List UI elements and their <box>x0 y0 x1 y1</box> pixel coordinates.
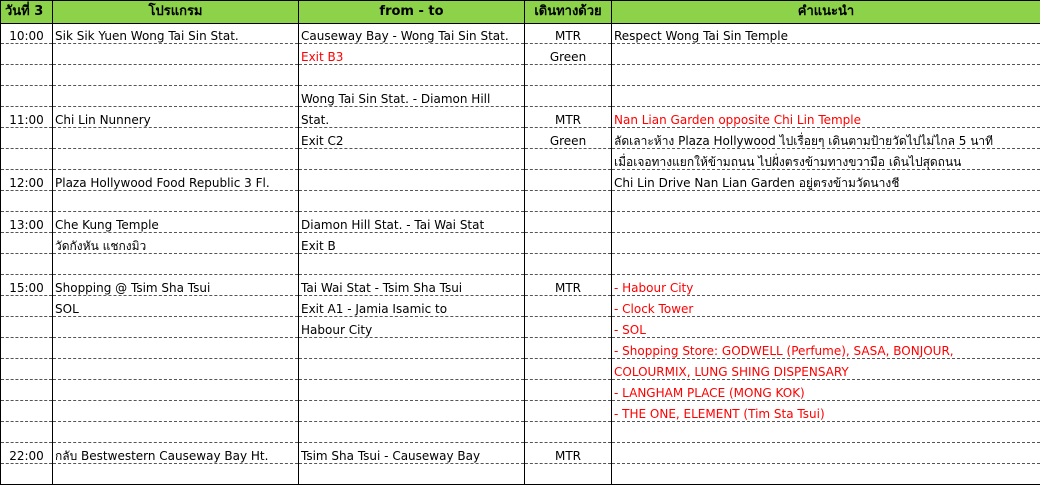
from-to-cell[interactable]: Wong Tai Sin Stat. - Diamon Hill <box>299 86 525 107</box>
from-to-cell[interactable]: Habour City <box>299 317 525 338</box>
from-to-cell[interactable] <box>299 170 525 191</box>
table-row <box>1 443 1040 464</box>
transport-cell[interactable] <box>525 338 612 359</box>
program-cell[interactable]: SOL <box>53 296 299 317</box>
time-cell[interactable] <box>1 254 53 275</box>
transport-cell[interactable] <box>525 149 612 170</box>
advice-cell[interactable]: Nan Lian Garden opposite Chi Lin Temple <box>612 107 1040 128</box>
advice-cell[interactable]: - THE ONE, ELEMENT (Tim Sta Tsui) <box>612 401 1040 422</box>
from-to-cell[interactable]: Causeway Bay - Wong Tai Sin Stat. <box>299 24 525 44</box>
program-cell[interactable] <box>53 65 299 86</box>
transport-cell[interactable] <box>525 464 612 485</box>
advice-cell[interactable]: Chi Lin Drive Nan Lian Garden อยู่ตรงข้ามวัดนางชี <box>612 170 1040 191</box>
program-cell[interactable]: Sik Sik Yuen Wong Tai Sin Stat. <box>53 24 299 44</box>
advice-cell[interactable] <box>612 86 1040 107</box>
time-cell[interactable] <box>1 338 53 359</box>
table-row <box>1 191 1040 212</box>
from-to-cell[interactable] <box>299 380 525 401</box>
table-row <box>1 338 1040 359</box>
transport-cell[interactable] <box>525 296 612 317</box>
from-to-cell[interactable] <box>299 401 525 422</box>
advice-cell[interactable]: - Shopping Store: GODWELL (Perfume), SASA, BONJOUR, <box>612 338 1040 359</box>
transport-cell[interactable]: MTR <box>525 107 612 128</box>
advice-cell[interactable]: - LANGHAM PLACE (MONG KOK) <box>612 380 1040 401</box>
transport-cell[interactable]: MTR <box>525 24 612 44</box>
from-to-cell[interactable] <box>299 65 525 86</box>
table-row <box>1 380 1040 401</box>
time-cell[interactable] <box>1 464 53 485</box>
table-row <box>1 401 1040 422</box>
header-transport[interactable]: เดินทางด้วย <box>525 1 612 24</box>
advice-cell[interactable] <box>612 422 1040 443</box>
program-cell[interactable] <box>53 254 299 275</box>
program-cell[interactable] <box>53 86 299 107</box>
transport-cell[interactable] <box>525 86 612 107</box>
header-from-to[interactable]: from - to <box>299 1 525 24</box>
from-to-cell[interactable] <box>299 254 525 275</box>
time-cell[interactable] <box>1 191 53 212</box>
transport-cell[interactable]: Green <box>525 128 612 149</box>
from-to-cell[interactable]: Exit B3 <box>299 44 525 65</box>
advice-cell[interactable]: - SOL <box>612 317 1040 338</box>
transport-cell[interactable] <box>525 380 612 401</box>
time-cell[interactable]: 15:00 <box>1 275 53 296</box>
table-row <box>1 359 1040 380</box>
time-cell[interactable] <box>1 86 53 107</box>
time-cell[interactable] <box>1 149 53 170</box>
header-day[interactable]: วันที่ 3 <box>1 1 53 24</box>
advice-cell[interactable] <box>612 212 1040 233</box>
advice-cell[interactable] <box>612 254 1040 275</box>
transport-cell[interactable] <box>525 212 612 233</box>
program-cell[interactable] <box>53 317 299 338</box>
transport-cell[interactable] <box>525 233 612 254</box>
transport-cell[interactable] <box>525 401 612 422</box>
time-cell[interactable]: 10:00 <box>1 24 53 44</box>
transport-cell[interactable] <box>525 65 612 86</box>
table-row <box>1 86 1040 107</box>
transport-cell[interactable] <box>525 191 612 212</box>
program-cell[interactable]: Che Kung Temple <box>53 212 299 233</box>
table-row <box>1 254 1040 275</box>
program-cell[interactable]: Chi Lin Nunnery <box>53 107 299 128</box>
table-row <box>1 170 1040 191</box>
header-row <box>1 1 1040 24</box>
advice-cell[interactable] <box>612 443 1040 464</box>
from-to-cell[interactable]: Exit B <box>299 233 525 254</box>
time-cell[interactable] <box>1 359 53 380</box>
time-cell[interactable] <box>1 401 53 422</box>
table-row <box>1 233 1040 254</box>
program-cell[interactable]: กลับ Bestwestern Causeway Bay Ht. <box>53 443 299 464</box>
program-cell[interactable] <box>53 359 299 380</box>
table-row <box>1 44 1040 65</box>
time-cell[interactable] <box>1 44 53 65</box>
from-to-cell[interactable] <box>299 464 525 485</box>
from-to-cell[interactable]: Diamon Hill Stat. - Tai Wai Stat <box>299 212 525 233</box>
table-row <box>1 128 1040 149</box>
transport-cell[interactable]: Green <box>525 44 612 65</box>
advice-cell[interactable] <box>612 191 1040 212</box>
advice-cell[interactable]: - Habour City <box>612 275 1040 296</box>
program-cell[interactable] <box>53 128 299 149</box>
program-cell[interactable] <box>53 380 299 401</box>
transport-cell[interactable]: MTR <box>525 443 612 464</box>
time-cell[interactable] <box>1 65 53 86</box>
advice-cell[interactable] <box>612 464 1040 485</box>
advice-cell[interactable] <box>612 233 1040 254</box>
from-to-cell[interactable] <box>299 149 525 170</box>
advice-cell[interactable] <box>612 44 1040 65</box>
time-cell[interactable] <box>1 128 53 149</box>
time-cell[interactable] <box>1 317 53 338</box>
program-cell[interactable] <box>53 44 299 65</box>
time-cell[interactable]: 22:00 <box>1 443 53 464</box>
table-row <box>1 317 1040 338</box>
table-row <box>1 149 1040 170</box>
time-cell[interactable] <box>1 233 53 254</box>
table-row <box>1 212 1040 233</box>
advice-cell[interactable]: - Clock Tower <box>612 296 1040 317</box>
from-to-cell[interactable]: Tsim Sha Tsui - Causeway Bay <box>299 443 525 464</box>
advice-cell[interactable]: Respect Wong Tai Sin Temple <box>612 24 1040 44</box>
program-cell[interactable] <box>53 422 299 443</box>
table-row <box>1 107 1040 128</box>
program-cell[interactable] <box>53 464 299 485</box>
program-cell[interactable]: Shopping @ Tsim Sha Tsui <box>53 275 299 296</box>
table-row <box>1 422 1040 443</box>
from-to-cell[interactable] <box>299 338 525 359</box>
table-row <box>1 65 1040 86</box>
program-cell[interactable]: Plaza Hollywood Food Republic 3 Fl. <box>53 170 299 191</box>
from-to-cell[interactable]: Exit A1 - Jamia Isamic to <box>299 296 525 317</box>
transport-cell[interactable] <box>525 359 612 380</box>
program-cell[interactable] <box>53 401 299 422</box>
from-to-cell[interactable]: Exit C2 <box>299 128 525 149</box>
time-cell[interactable] <box>1 296 53 317</box>
table-row <box>1 24 1040 44</box>
header-advice[interactable]: คำแนะนำ <box>612 1 1040 24</box>
time-cell[interactable] <box>1 422 53 443</box>
program-cell[interactable] <box>53 338 299 359</box>
advice-cell[interactable]: COLOURMIX, LUNG SHING DISPENSARY <box>612 359 1040 380</box>
program-cell[interactable]: วัดกังหัน แชกงมิว <box>53 233 299 254</box>
from-to-cell[interactable] <box>299 422 525 443</box>
transport-cell[interactable] <box>525 254 612 275</box>
transport-cell[interactable] <box>525 317 612 338</box>
program-cell[interactable] <box>53 149 299 170</box>
advice-cell[interactable] <box>612 65 1040 86</box>
time-cell[interactable]: 11:00 <box>1 107 53 128</box>
from-to-cell[interactable] <box>299 191 525 212</box>
advice-cell[interactable]: ลัดเลาะห้าง Plaza Hollywood ไปเรื่อยๆ เดินตามป้ายวัดไปไม่ไกล 5 นาที <box>612 128 1040 149</box>
program-cell[interactable] <box>53 191 299 212</box>
from-to-cell[interactable]: Stat. <box>299 107 525 128</box>
time-cell[interactable] <box>1 380 53 401</box>
time-cell[interactable]: 12:00 <box>1 170 53 191</box>
transport-cell[interactable] <box>525 170 612 191</box>
transport-cell[interactable]: MTR <box>525 275 612 296</box>
header-program[interactable]: โปรแกรม <box>53 1 299 24</box>
transport-cell[interactable] <box>525 422 612 443</box>
table-row <box>1 275 1040 296</box>
time-cell[interactable]: 13:00 <box>1 212 53 233</box>
from-to-cell[interactable]: Tai Wai Stat - Tsim Sha Tsui <box>299 275 525 296</box>
advice-cell[interactable]: เมื่อเจอทางแยกให้ข้ามถนน ไปฝั่งตรงข้ามทางขวามือ เดินไปสุดถนน <box>612 149 1040 170</box>
table-row <box>1 464 1040 485</box>
from-to-cell[interactable] <box>299 359 525 380</box>
table-row <box>1 296 1040 317</box>
